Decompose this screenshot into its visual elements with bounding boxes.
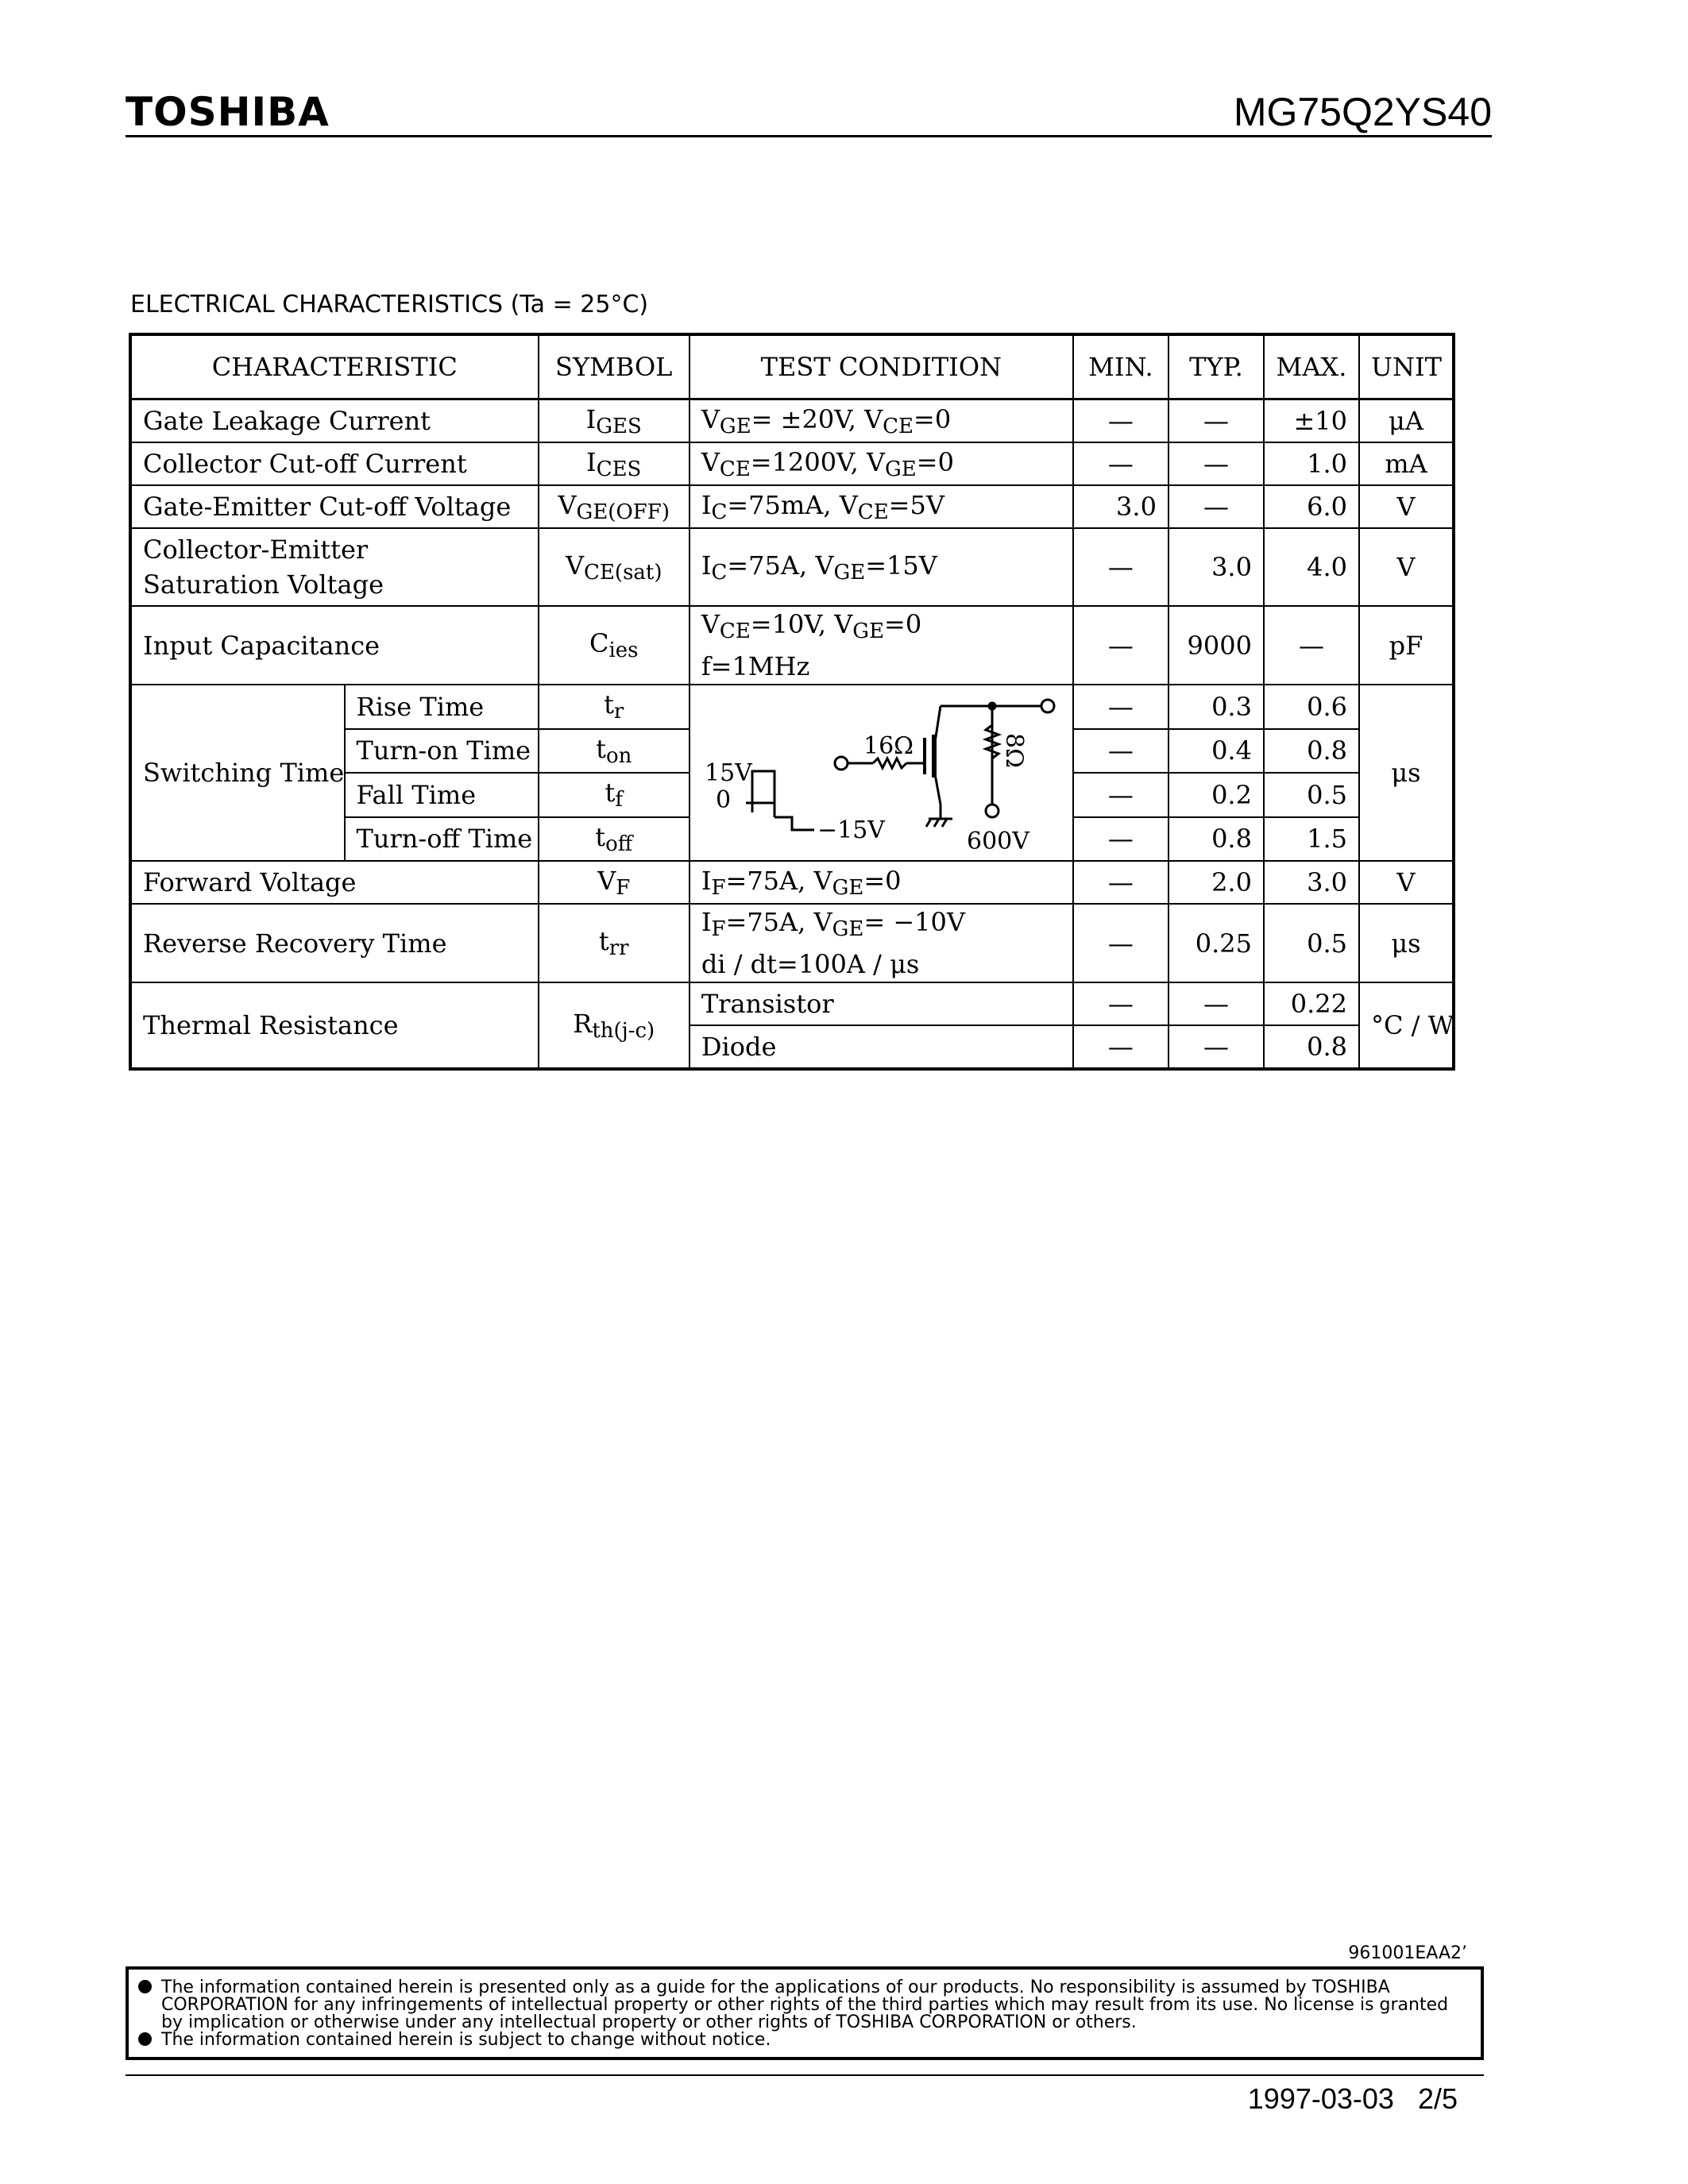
unit-cell: μs: [1359, 685, 1454, 861]
characteristic-cell: Forward Voltage: [130, 861, 539, 904]
brand-logo: TOSHIBA: [126, 89, 330, 135]
characteristic-cell: Reverse Recovery Time: [130, 904, 539, 982]
min-cell: —: [1073, 1025, 1168, 1069]
symbol-cell: $t_{rr}$: [539, 904, 689, 982]
min-cell: 3.0: [1073, 485, 1168, 528]
col-header-symbol: SYMBOL: [539, 334, 689, 399]
disclaimer-line: The information contained herein is subject to change without notice.: [138, 2032, 771, 2049]
typ-cell: 3.0: [1168, 528, 1264, 606]
characteristic-cell: Collector Cut-off Current: [130, 442, 539, 485]
pulse-zero-label: 0: [715, 786, 731, 814]
characteristic-cell: Turn-on Time: [345, 729, 539, 774]
condition-cell: $I_C=75mA$, $V_{CE}=5V$: [689, 485, 1073, 528]
max-cell: 6.0: [1264, 485, 1359, 528]
table-row: [130, 904, 1454, 982]
min-cell: —: [1073, 685, 1168, 729]
col-header-min: MIN.: [1073, 334, 1168, 399]
unit-cell: mA: [1359, 442, 1454, 485]
unit-cell: μs: [1359, 904, 1454, 982]
max-cell: 0.8: [1264, 729, 1359, 774]
section-title: ELECTRICAL CHARACTERISTICS (Ta = 25°C): [130, 291, 649, 318]
symbol-cell: $V_{GE(OFF)}$: [539, 485, 689, 528]
max-cell: 1.0: [1264, 442, 1359, 485]
symbol-cell: $t_f$: [539, 773, 689, 817]
footer-date: 1997-03-03: [1247, 2082, 1394, 2115]
max-cell: 3.0: [1264, 861, 1359, 904]
unit-cell: V: [1359, 528, 1454, 606]
symbol-cell: $I_{CES}$: [539, 442, 689, 485]
condition-cell: $V_{GE}= \pm 20V$, $V_{CE}=0$: [689, 399, 1073, 443]
typ-cell: 0.2: [1168, 773, 1264, 817]
min-cell: —: [1073, 904, 1168, 982]
typ-cell: 2.0: [1168, 861, 1264, 904]
symbol-cell: $t_r$: [539, 685, 689, 729]
unit-cell: μA: [1359, 399, 1454, 443]
table-row: [130, 982, 1454, 1025]
symbol-cell: $V_{CE(sat)}$: [539, 528, 689, 606]
symbol-cell: $t_{off}$: [539, 817, 689, 862]
switching-test-circuit: [689, 685, 1073, 861]
max-cell: 1.5: [1264, 817, 1359, 862]
max-cell: —: [1264, 606, 1359, 685]
table-header-row: [130, 334, 1454, 399]
max-cell: 0.22: [1264, 982, 1359, 1025]
page-number: 2/5: [1417, 2082, 1458, 2115]
table-row: [130, 606, 1454, 685]
characteristic-cell: Input Capacitance: [130, 606, 539, 685]
table-row: [130, 861, 1454, 904]
footer-date-page: [1248, 2082, 1458, 2116]
col-header-typ: TYP.: [1168, 334, 1264, 399]
load-resistor-label: 8Ω: [999, 733, 1028, 768]
supply-voltage-label: 600V: [966, 828, 1029, 855]
footer-divider: [126, 2074, 1484, 2076]
table-row: [130, 442, 1454, 485]
min-cell: —: [1073, 861, 1168, 904]
disclaimer-box: [126, 1966, 1484, 2060]
characteristic-cell: Fall Time: [345, 773, 539, 817]
disclaimer-line: CORPORATION for any infringements of intellectual property or other rights of the third parties which may result from its use. No license is granted: [161, 1995, 1449, 2015]
min-cell: —: [1073, 528, 1168, 606]
typ-cell: —: [1168, 485, 1264, 528]
characteristic-cell: Collector-Emitter Saturation Voltage: [130, 528, 539, 606]
table-row: [130, 399, 1454, 443]
symbol-cell: $R_{th(j-c)}$: [539, 982, 689, 1069]
symbol-cell: $t_{on}$: [539, 729, 689, 774]
disclaimer-line: by implication or otherwise under any intellectual property or other rights of TOSHIBA CORPORATION or others.: [161, 2012, 1137, 2032]
typ-cell: 0.8: [1168, 817, 1264, 862]
typ-cell: 0.25: [1168, 904, 1264, 982]
disclaimer-line: The information contained herein is presented only as a guide for the applications of our products. No responsibility is assumed by TOSHIBA: [138, 1979, 1390, 1997]
symbol-cell: $I_{GES}$: [539, 399, 689, 443]
characteristic-cell: Gate Leakage Current: [130, 399, 539, 443]
symbol-cell: $V_F$: [539, 861, 689, 904]
condition-cell: $I_C=75A$, $V_{GE}=15V$: [689, 528, 1073, 606]
max-cell: ±10: [1264, 399, 1359, 443]
max-cell: 4.0: [1264, 528, 1359, 606]
switching-circuit-diagram: [690, 685, 1068, 860]
typ-cell: 0.3: [1168, 685, 1264, 729]
gate-resistor-label: 16Ω: [863, 732, 914, 760]
table-row: [130, 485, 1454, 528]
symbol-cell: $C_{ies}$: [539, 606, 689, 685]
bullet-icon: [138, 1980, 152, 1993]
max-cell: 0.5: [1264, 773, 1359, 817]
header-divider: [126, 135, 1492, 137]
unit-cell: pF: [1359, 606, 1454, 685]
characteristic-cell: Thermal Resistance: [130, 982, 539, 1069]
pulse-high-label: 15V: [704, 759, 752, 787]
typ-cell: —: [1168, 982, 1264, 1025]
part-number: MG75Q2YS40: [1233, 90, 1492, 134]
typ-cell: —: [1168, 399, 1264, 443]
col-header-max: MAX.: [1264, 334, 1359, 399]
unit-cell: V: [1359, 861, 1454, 904]
col-header-unit: UNIT: [1359, 334, 1454, 399]
unit-cell: V: [1359, 485, 1454, 528]
characteristic-cell: Turn-off Time: [345, 817, 539, 862]
min-cell: —: [1073, 729, 1168, 774]
max-cell: 0.8: [1264, 1025, 1359, 1069]
condition-cell: Diode: [689, 1025, 1073, 1069]
min-cell: —: [1073, 817, 1168, 862]
condition-cell: $I_F=75A$, $V_{GE}= -10V$ di / dt=100A / μs: [689, 904, 1073, 982]
bullet-icon: [138, 2032, 152, 2046]
condition-cell: $I_F=75A$, $V_{GE}=0$: [689, 861, 1073, 904]
min-cell: —: [1073, 606, 1168, 685]
typ-cell: —: [1168, 1025, 1264, 1069]
condition-cell: $V_{CE}=1200V$, $V_{GE}=0$: [689, 442, 1073, 485]
switching-time-group: Switching Time: [130, 685, 345, 861]
table-row: [130, 528, 1454, 606]
col-header-test-condition: TEST CONDITION: [689, 334, 1073, 399]
max-cell: 0.5: [1264, 904, 1359, 982]
max-cell: 0.6: [1264, 685, 1359, 729]
typ-cell: —: [1168, 442, 1264, 485]
min-cell: —: [1073, 399, 1168, 443]
min-cell: —: [1073, 982, 1168, 1025]
condition-cell: $V_{CE}=10V$, $V_{GE}=0$ f=1MHz: [689, 606, 1073, 685]
min-cell: —: [1073, 773, 1168, 817]
disclaimer-id: 961001EAA2’: [1348, 1943, 1467, 1963]
pulse-low-label: −15V: [817, 816, 885, 844]
unit-cell: °C / W: [1359, 982, 1454, 1069]
characteristic-cell: Gate-Emitter Cut-off Voltage: [130, 485, 539, 528]
characteristic-cell: Rise Time: [345, 685, 539, 729]
min-cell: —: [1073, 442, 1168, 485]
electrical-characteristics-table: [129, 333, 1455, 1071]
typ-cell: 9000: [1168, 606, 1264, 685]
table-row: [130, 685, 1454, 729]
typ-cell: 0.4: [1168, 729, 1264, 774]
col-header-characteristic: CHARACTERISTIC: [130, 334, 539, 399]
condition-cell: Transistor: [689, 982, 1073, 1025]
